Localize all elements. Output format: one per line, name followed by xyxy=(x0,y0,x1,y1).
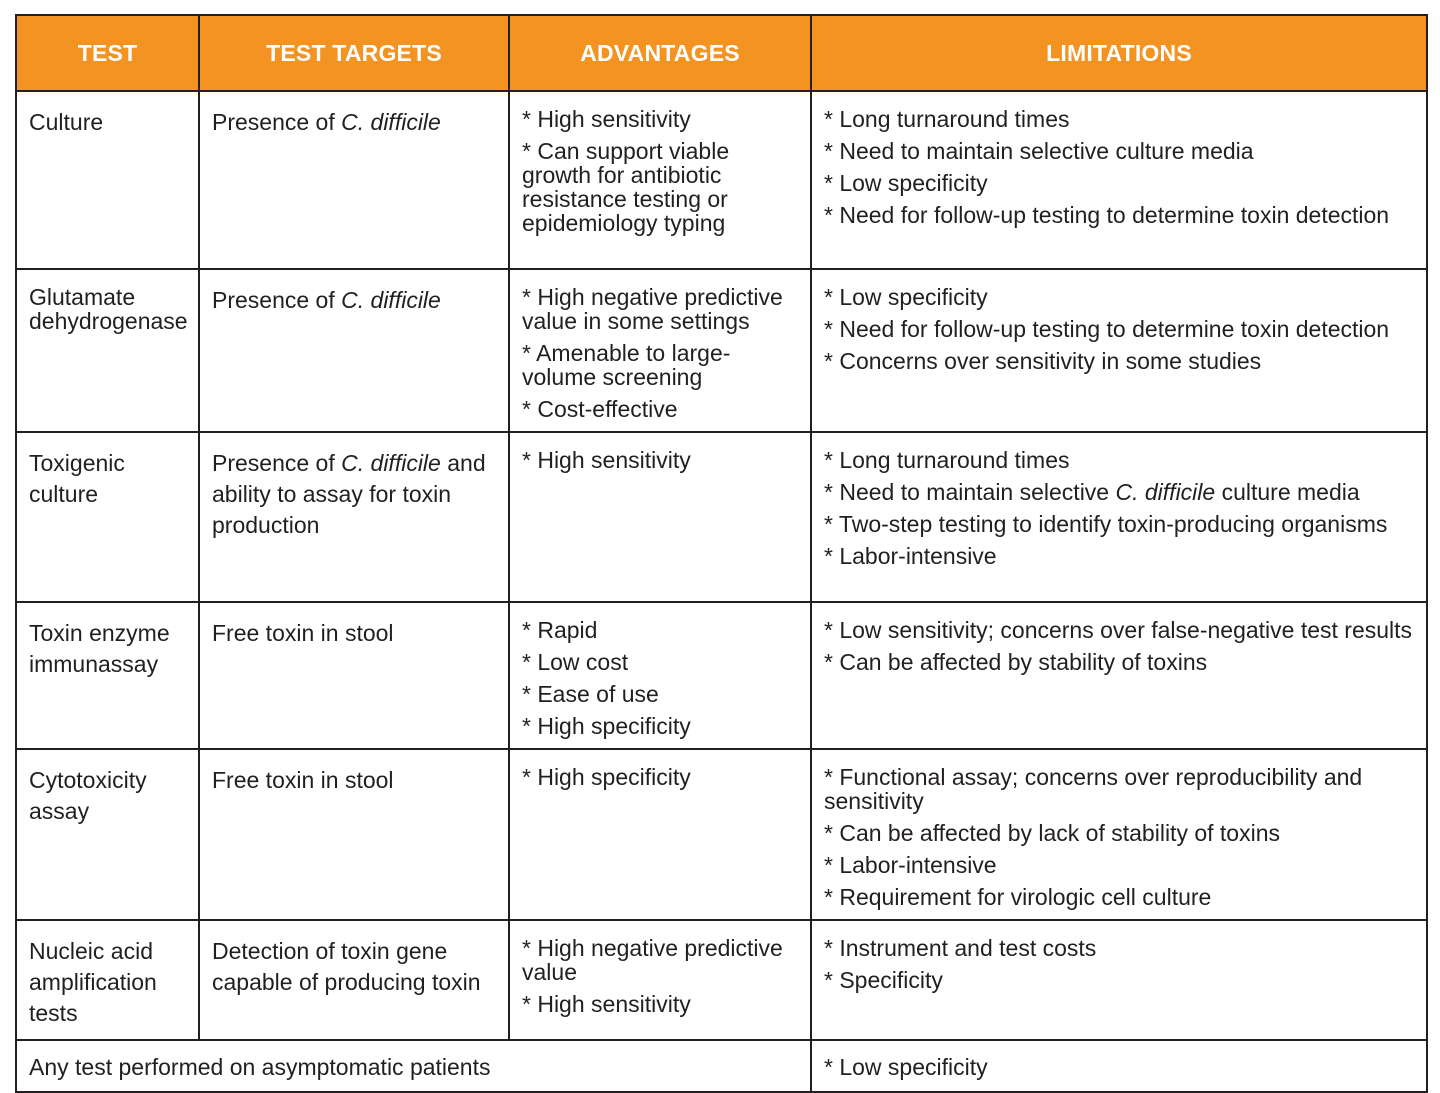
limitation-item: * Concerns over sensitivity in some studies xyxy=(824,348,1262,374)
table-row xyxy=(16,602,1427,749)
test-target: Presence of C. difficile and ability to assay for toxin production xyxy=(212,450,486,538)
advantage-item: * High specificity xyxy=(522,764,691,790)
advantage-item: * High negative predictive value in some settings xyxy=(522,284,783,334)
advantage-item: * Rapid xyxy=(522,617,598,643)
limitations-cell xyxy=(811,432,1427,602)
limitations-cell xyxy=(811,602,1427,749)
limitation-item: * Need for follow-up testing to determine toxin detection xyxy=(824,202,1390,228)
table-row xyxy=(16,269,1427,432)
test-name: Nucleic acid amplification tests xyxy=(29,938,157,1026)
footer-label-cell xyxy=(16,1040,811,1092)
limitation-item: * Labor-intensive xyxy=(824,543,997,569)
limitation-item: * Specificity xyxy=(824,967,943,993)
advantages-cell xyxy=(509,91,811,269)
header-limitations: LIMITATIONS xyxy=(811,15,1427,91)
limitation-item: * Need to maintain selective culture media xyxy=(824,138,1254,164)
test-name: Toxin enzyme immunassay xyxy=(29,620,170,677)
test-target: Detection of toxin gene capable of producing toxin xyxy=(212,938,481,995)
header-test-targets: TEST TARGETS xyxy=(199,15,509,91)
limitation-item: * Labor-intensive xyxy=(824,852,997,878)
test-name-cell xyxy=(16,269,199,432)
limitation-item: * Need for follow-up testing to determine toxin detection xyxy=(824,316,1390,342)
limitations-cell xyxy=(811,749,1427,920)
limitation-item: * Need to maintain selective C. difficile culture media xyxy=(824,479,1360,505)
test-target-cell xyxy=(199,269,509,432)
test-target: Presence of C. difficile xyxy=(212,109,441,135)
header-advantages: ADVANTAGES xyxy=(509,15,811,91)
test-target-cell xyxy=(199,749,509,920)
diagnostic-tests-table xyxy=(15,14,1428,1093)
header-test: TEST xyxy=(16,15,199,91)
advantage-item: * Low cost xyxy=(522,649,629,675)
limitations-cell xyxy=(811,91,1427,269)
advantages-cell xyxy=(509,602,811,749)
footer-limitation-cell xyxy=(811,1040,1427,1092)
advantage-item: * High sensitivity xyxy=(522,106,691,132)
test-name: Cytotoxicity assay xyxy=(29,767,147,824)
test-target: Presence of C. difficile xyxy=(212,287,441,313)
advantage-item: * High sensitivity xyxy=(522,447,691,473)
advantage-item: * Ease of use xyxy=(522,681,659,707)
limitation-item: * Can be affected by lack of stability of toxins xyxy=(824,820,1280,846)
test-name: Toxigenic culture xyxy=(29,450,125,507)
advantages-cell xyxy=(509,749,811,920)
test-target-cell xyxy=(199,920,509,1040)
table-row xyxy=(16,920,1427,1040)
limitation-item: * Functional assay; concerns over reproducibility and sensitivity xyxy=(824,764,1363,814)
advantage-item: * Can support viable growth for antibiotic resistance testing or epidemiology typing xyxy=(522,138,730,236)
test-name-cell xyxy=(16,432,199,602)
advantage-item: * Amenable to large-volume screening xyxy=(522,340,731,390)
limitation-item: * Low sensitivity; concerns over false-negative test results xyxy=(824,617,1413,643)
test-name-cell xyxy=(16,91,199,269)
test-target-cell xyxy=(199,602,509,749)
limitation-item: * Low specificity xyxy=(824,1054,988,1080)
advantages-cell xyxy=(509,269,811,432)
table-row xyxy=(16,91,1427,269)
footer-label: Any test performed on asymptomatic patients xyxy=(29,1054,491,1080)
test-name-cell xyxy=(16,749,199,920)
limitations-cell xyxy=(811,269,1427,432)
advantages-cell xyxy=(509,432,811,602)
test-name: Glutamate dehydrogenase xyxy=(29,284,188,334)
advantage-item: * High sensitivity xyxy=(522,991,691,1017)
footer-row xyxy=(16,1040,1427,1092)
limitation-item: * Two-step testing to identify toxin-producing organisms xyxy=(824,511,1388,537)
table-row xyxy=(16,432,1427,602)
advantage-item: * Cost-effective xyxy=(522,396,678,422)
limitation-item: * Long turnaround times xyxy=(824,447,1070,473)
test-name-cell xyxy=(16,602,199,749)
test-target: Free toxin in stool xyxy=(212,620,394,646)
test-target-cell xyxy=(199,91,509,269)
table-row xyxy=(16,749,1427,920)
test-name-cell xyxy=(16,920,199,1040)
limitation-item: * Instrument and test costs xyxy=(824,935,1097,961)
limitation-item: * Low specificity xyxy=(824,170,988,196)
advantage-item: * High specificity xyxy=(522,713,691,739)
limitation-item: * Long turnaround times xyxy=(824,106,1070,132)
limitation-item: * Low specificity xyxy=(824,284,988,310)
limitations-cell xyxy=(811,920,1427,1040)
test-name: Culture xyxy=(29,109,104,135)
limitation-item: * Can be affected by stability of toxins xyxy=(824,649,1208,675)
test-target: Free toxin in stool xyxy=(212,767,394,793)
header-row xyxy=(16,15,1427,91)
test-target-cell xyxy=(199,432,509,602)
advantages-cell xyxy=(509,920,811,1040)
limitation-item: * Requirement for virologic cell culture xyxy=(824,884,1212,910)
advantage-item: * High negative predictive value xyxy=(522,935,783,985)
